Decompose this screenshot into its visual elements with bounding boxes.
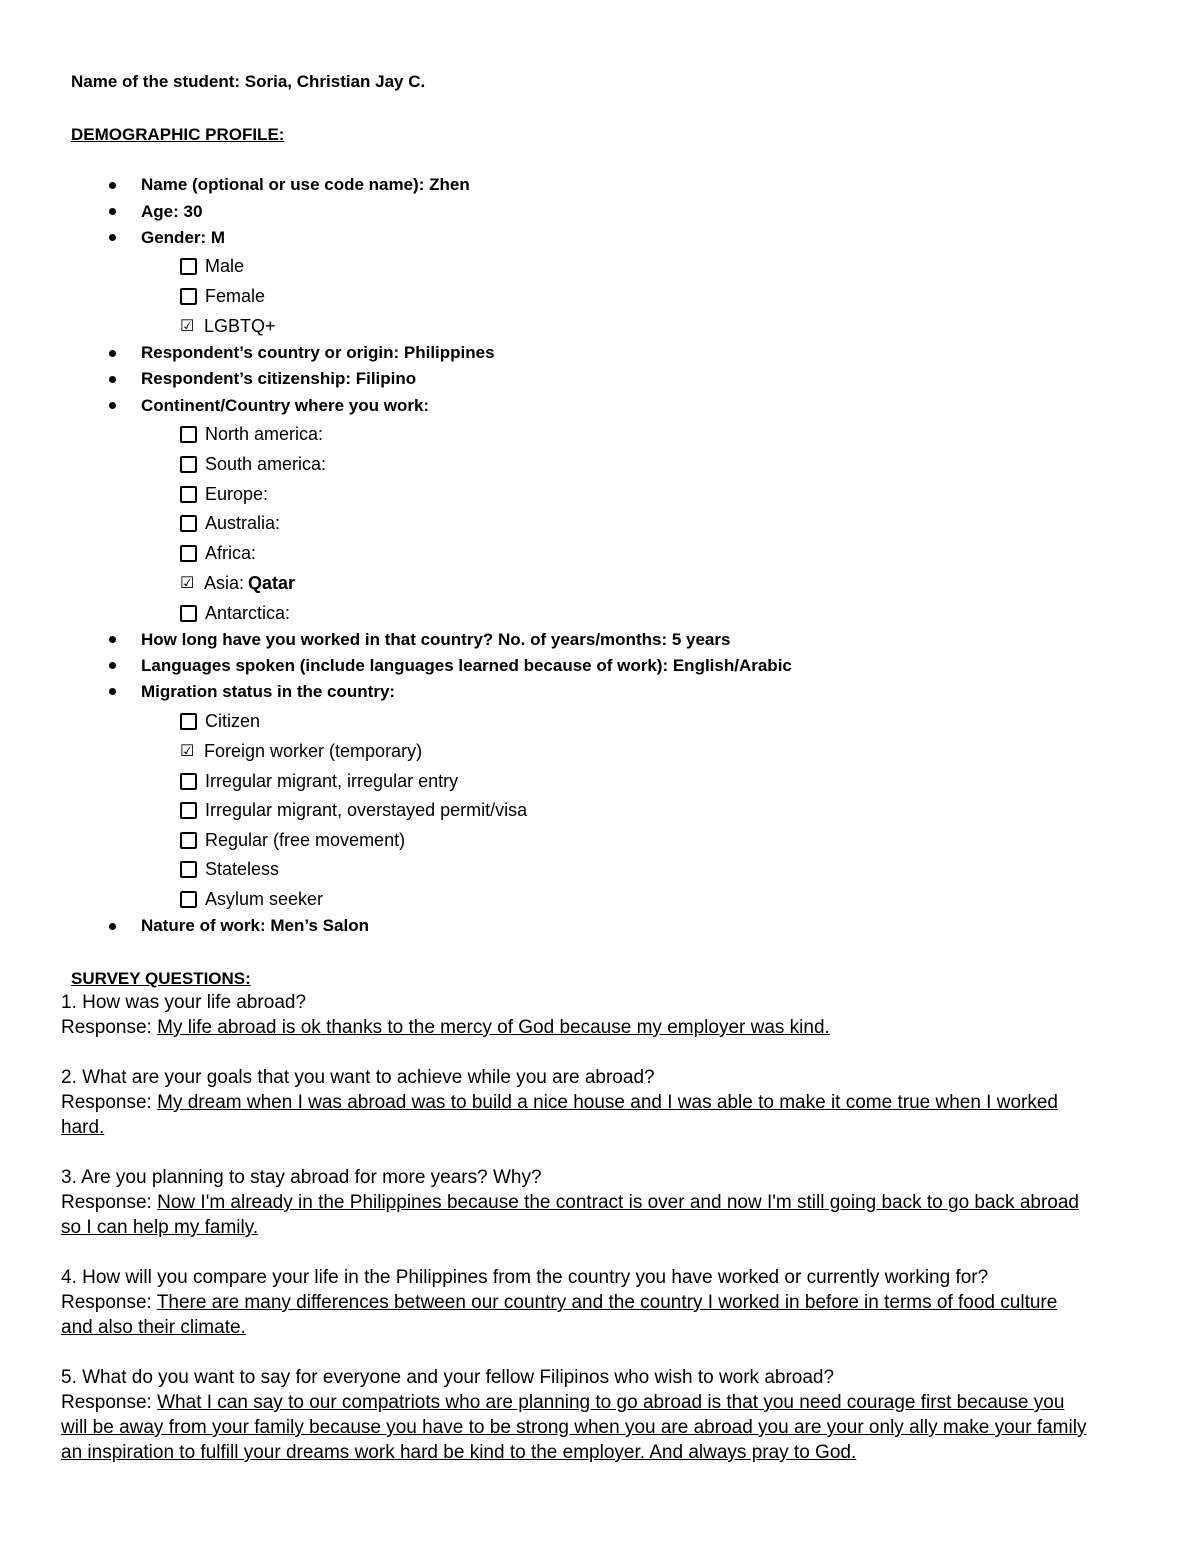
checkbox-empty-icon <box>180 545 197 562</box>
response-2: Response: My dream when I was abroad was to build a nice house and I was able to make it come true when I worked hard. <box>61 1092 1058 1138</box>
bullet-dot <box>109 182 116 189</box>
response-1: Response: My life abroad is ok thanks to the mercy of God because my employer was kind. <box>61 1017 830 1038</box>
continent-option-africa: Africa: <box>180 543 256 564</box>
question-1: 1. How was your life abroad? <box>61 992 307 1013</box>
student-name: Name of the student: Soria, Christian Jay C. <box>71 72 426 91</box>
bullet-dot <box>109 662 116 669</box>
country-origin-item: Respondent’s country or origin: Philippines <box>141 343 495 362</box>
checkbox-empty-icon <box>180 891 197 908</box>
age-item: Age: 30 <box>141 202 203 221</box>
bullet-dot <box>109 350 116 357</box>
gender-option-male: Male <box>180 256 244 277</box>
survey-title: SURVEY QUESTIONS: <box>71 969 251 988</box>
citizenship-item: Respondent’s citizenship: Filipino <box>141 369 417 388</box>
migration-option-regular: Regular (free movement) <box>180 830 405 851</box>
asia-country-value: Qatar <box>248 573 296 593</box>
checkbox-empty-icon <box>180 713 197 730</box>
continent-option-south-america: South america: <box>180 454 326 475</box>
bullet-dot <box>109 402 116 409</box>
migration-option-foreign-worker: ☑ Foreign worker (temporary) <box>180 741 423 761</box>
checkbox-checked-icon: ☑ <box>180 742 195 760</box>
migration-option-stateless: Stateless <box>180 859 279 880</box>
survey-questions <box>61 990 1091 1490</box>
continent-option-europe: Europe: <box>180 484 268 505</box>
checkbox-checked-icon: ☑ <box>180 317 195 335</box>
bullet-dot <box>109 636 116 643</box>
response-5: Response: What I can say to our compatriots who are planning to go abroad is that you need courage first because you will be away from your family because you have to be strong when you are abroad you are your only ally make your family an inspiration to fulfill your dreams work hard be kind to the employer. And always pray to God. <box>61 1392 1087 1463</box>
gender-item: Gender: M <box>141 228 226 247</box>
nature-of-work-item: Nature of work: Men’s Salon <box>141 916 369 935</box>
migration-option-citizen: Citizen <box>180 711 260 732</box>
duration-item: How long have you worked in that country? No. of years/months: 5 years <box>141 630 731 649</box>
continent-option-asia: ☑ Asia: Qatar <box>180 573 296 593</box>
response-4: Response: There are many differences between our country and the country I worked in before in terms of food culture and also their climate. <box>61 1292 1058 1338</box>
bullet-dot <box>109 208 116 215</box>
continent-option-australia: Australia: <box>180 513 280 534</box>
checkbox-empty-icon <box>180 802 197 819</box>
checkbox-empty-icon <box>180 832 197 849</box>
checkbox-empty-icon <box>180 486 197 503</box>
checkbox-empty-icon <box>180 515 197 532</box>
question-2: 2. What are your goals that you want to achieve while you are abroad? <box>61 1067 655 1088</box>
bullet-dot <box>109 234 116 241</box>
checkbox-empty-icon <box>180 861 197 878</box>
gender-option-lgbtq: ☑ LGBTQ+ <box>180 316 276 336</box>
migration-status-item: Migration status in the country: <box>141 682 396 701</box>
checkbox-empty-icon <box>180 605 197 622</box>
bullet-dot <box>109 688 116 695</box>
bullet-dot <box>109 376 116 383</box>
checkbox-empty-icon <box>180 288 197 305</box>
question-3: 3. Are you planning to stay abroad for more years? Why? <box>61 1167 542 1188</box>
gender-option-female: Female <box>180 286 265 307</box>
demographic-title: DEMOGRAPHIC PROFILE: <box>71 125 285 144</box>
name-item: Name (optional or use code name): Zhen <box>141 175 470 194</box>
checkbox-empty-icon <box>180 426 197 443</box>
languages-item: Languages spoken (include languages learned because of work): English/Arabic <box>141 656 792 675</box>
migration-option-asylum-seeker: Asylum seeker <box>180 889 323 910</box>
continent-option-north-america: North america: <box>180 424 323 445</box>
migration-option-overstayed: Irregular migrant, overstayed permit/visa <box>180 800 527 821</box>
bullet-dot <box>109 923 116 930</box>
response-3: Response: Now I'm already in the Philippines because the contract is over and now I'm still going back to go back abroad so I can help my family. <box>61 1192 1079 1238</box>
checkbox-empty-icon <box>180 258 197 275</box>
migration-option-irregular-entry: Irregular migrant, irregular entry <box>180 771 458 792</box>
question-4: 4. How will you compare your life in the Philippines from the country you have worked or currently working for? <box>61 1267 989 1288</box>
question-5: 5. What do you want to say for everyone and your fellow Filipinos who wish to work abroad? <box>61 1367 835 1388</box>
checkbox-checked-icon: ☑ <box>180 574 195 592</box>
continent-option-antarctica: Antarctica: <box>180 603 290 624</box>
checkbox-empty-icon <box>180 773 197 790</box>
checkbox-empty-icon <box>180 456 197 473</box>
work-location-item: Continent/Country where you work: <box>141 396 430 415</box>
